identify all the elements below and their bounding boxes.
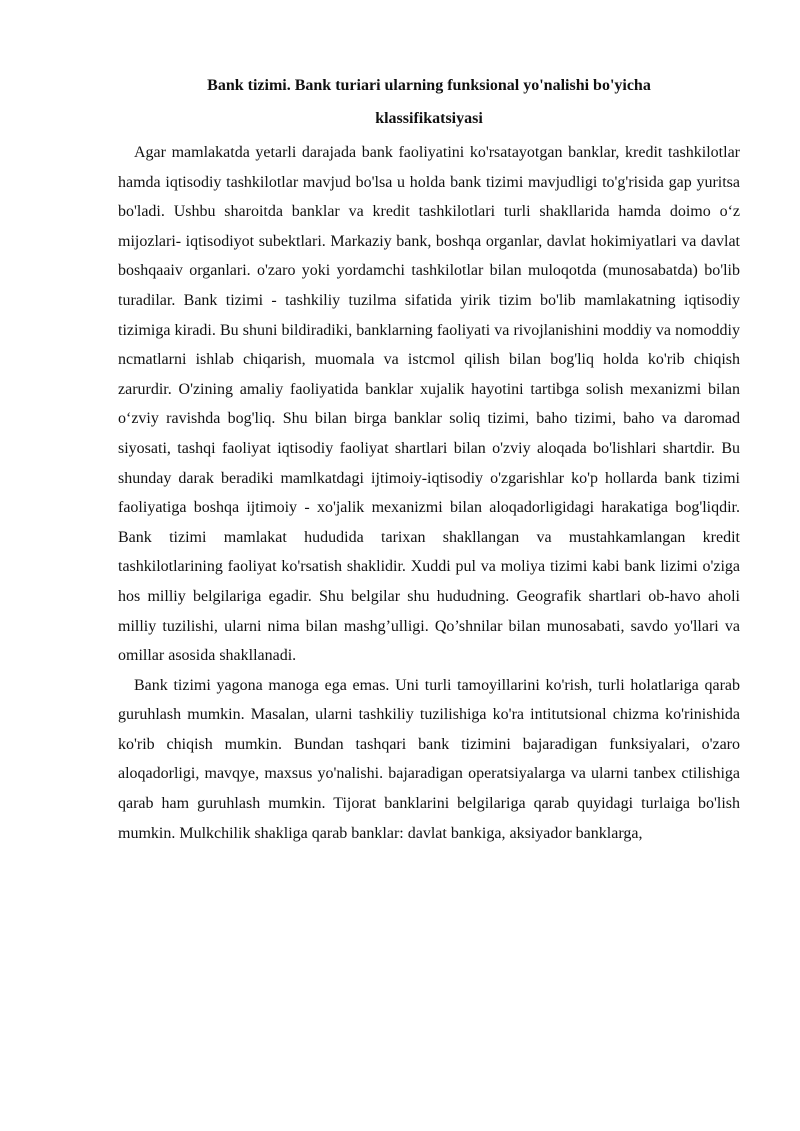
document-body [118, 138, 740, 848]
paragraph: Bank tizimi yagona manoga ega emas. Uni turli tamoyillarini ko'rish, turli holatlariga qarab guruhlash mumkin. Masalan, ularni tashkiliy tuzilishiga ko'ra intitutsional chizma ko'rinishida ko'rib chiqish mumkin. Bundan tashqari bank tizimini bajaradigan funksiyalari, o'zaro aloqadorligi, mavqye, maxsus yo'nalishi. bajaradigan operatsiyalarga va ularni tanbex ctilishiga qarab ham guruhlash mumkin. Tijorat banklarini belgilariga qarab quyidagi turlaiga bo'lish mumkin. Mulkchilik shakliga qarab banklar: davlat bankiga, aksiyador banklarga, [118, 676, 740, 842]
document-title-continuation: klassifikatsiyasi [375, 110, 483, 127]
document-title: Bank tizimi. Bank turiari ularning funksional yo'nalishi bo'yicha [207, 77, 651, 94]
paragraph: Agar mamlakatda yetarli darajada bank faoliyatini ko'rsatayotgan banklar, kredit tashkilotlar hamda iqtisodiy tashkilotlar mavjud bo'lsa u holda bank tizimi mavjudligi to'g'risida gap yuritsa bo'ladi. Ushbu sharoitda banklar va kredit tashkilotlari turli shakllarida hamda doimo o‘z mijozlari- iqtisodiyot subektlari. Markaziy bank, boshqa organlar, davlat hokimiyatlari va davlat boshqaaiv organlari. o'zaro yoki yordamchi tashkilotlar bilan muloqotda (munosabatda) bo'lib turadilar. Bank tizimi - tashkiliy tuzilma sifatida yirik tizim bo'lib mamlakatning iqtisodiy tizimiga kiradi. Bu shuni bildiradiki, banklarning faoliyati va rivojlanishini moddiy va nomoddiy ncmatlarni ishlab chiqarish, muomala va istcmol qilish bilan bog'liq holda ko'rib chiqish zarurdir. O'zining amaliy faoliyatida banklar xujalik hayotini tartibga solish mexanizmi bilan o‘zviy ravishda bog'liq. Shu bilan birga banklar soliq tizimi, baho tizimi, baho va daromad siyosati, tashqi faoliyat iqtisodiy faoliyat shartlari bilan o'zviy aloqada bo'lishlari shartdir. Bu shunday darak beradiki mamlkatdagi ijtimoiy-iqtisodiy o'zgarishlar ko'p hollarda bank tizimi faoliyatiga boshqa ijtimoiy - xo'jalik mexanizmi bilan aloqadorligidagi harakatiga bog'liqdir. Bank tizimi mamlakat hududida tarixan shakllangan va mustahkamlangan kredit tashkilotlarining faoliyat ko'rsatish shaklidir. Xuddi pul va moliya tizimi kabi bank lizimi o'ziga hos milliy belgilariga egadir. Shu belgilar shu hududning. Geografik shartlari ob-havo aholi milliy tuzilishi, ularni nima bilan mashg’ulligi. Qo’shnilar bilan munosabati, savdo yo'llari va omillar asosida shakllanadi. [118, 144, 740, 665]
